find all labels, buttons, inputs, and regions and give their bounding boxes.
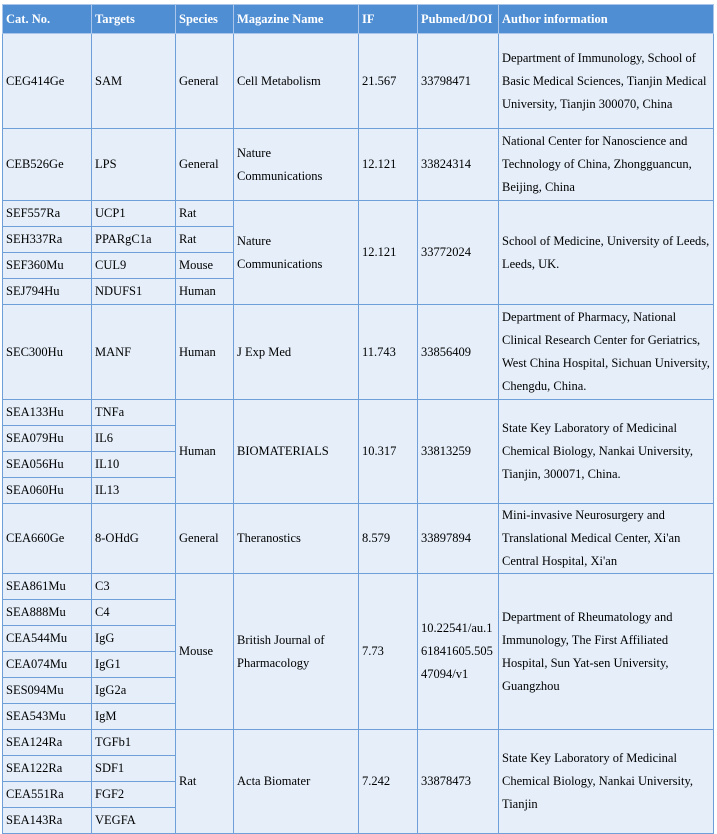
target-cell: NDUFS1 bbox=[92, 279, 176, 305]
species-cell: Human bbox=[176, 400, 234, 504]
publications-table bbox=[2, 4, 714, 834]
author-cell: National Center for Nanoscience and Technology of China, Zhongguancun, Beijing, China bbox=[499, 129, 714, 201]
cat-no-cell: CEA551Ra bbox=[3, 782, 92, 808]
target-cell: UCP1 bbox=[92, 201, 176, 227]
species-cell: Rat bbox=[176, 227, 234, 253]
cat-no-cell: SES094Mu bbox=[3, 678, 92, 704]
author-cell: Department of Pharmacy, National Clinical Research Center for Geriatrics, West China Hospital, Sichuan University, Chengdu, China. bbox=[499, 305, 714, 400]
pubmed-cell: 33878473 bbox=[418, 730, 499, 834]
target-cell: LPS bbox=[92, 129, 176, 201]
species-cell: Mouse bbox=[176, 574, 234, 730]
species-cell: General bbox=[176, 504, 234, 574]
cat-no-cell: SEF360Mu bbox=[3, 253, 92, 279]
target-cell: IgG1 bbox=[92, 652, 176, 678]
target-cell: C4 bbox=[92, 600, 176, 626]
species-cell: Mouse bbox=[176, 253, 234, 279]
target-cell: IL13 bbox=[92, 478, 176, 504]
table-row bbox=[3, 34, 714, 129]
cat-no-cell: CEA544Mu bbox=[3, 626, 92, 652]
author-cell: Department of Rheumatology and Immunology, The First Affiliated Hospital, Sun Yat-sen University, Guangzhou bbox=[499, 574, 714, 730]
cat-no-cell: SEJ794Hu bbox=[3, 279, 92, 305]
cat-no-cell: CEG414Ge bbox=[3, 34, 92, 129]
if-cell: 12.121 bbox=[359, 129, 418, 201]
target-cell: IL10 bbox=[92, 452, 176, 478]
magazine-cell: British Journal of Pharmacology bbox=[234, 574, 359, 730]
table-row bbox=[3, 574, 714, 600]
table-row bbox=[3, 129, 714, 201]
pubmed-cell: 33897894 bbox=[418, 504, 499, 574]
target-cell: FGF2 bbox=[92, 782, 176, 808]
target-cell: SDF1 bbox=[92, 756, 176, 782]
col-header-pubmed: Pubmed/DOI bbox=[418, 5, 499, 34]
col-header-cat-no: Cat. No. bbox=[3, 5, 92, 34]
author-cell: Mini-invasive Neurosurgery and Translational Medical Center, Xi'an Central Hospital, Xi'an bbox=[499, 504, 714, 574]
pubmed-cell: 33856409 bbox=[418, 305, 499, 400]
pubmed-cell: 10.22541/au.161841605.50547094/v1 bbox=[418, 574, 499, 730]
target-cell: IgG2a bbox=[92, 678, 176, 704]
target-cell: SAM bbox=[92, 34, 176, 129]
cat-no-cell: SEH337Ra bbox=[3, 227, 92, 253]
target-cell: C3 bbox=[92, 574, 176, 600]
magazine-cell: Theranostics bbox=[234, 504, 359, 574]
table-row bbox=[3, 305, 714, 400]
author-cell: School of Medicine, University of Leeds, Leeds, UK. bbox=[499, 201, 714, 305]
cat-no-cell: SEA056Hu bbox=[3, 452, 92, 478]
author-cell: State Key Laboratory of Medicinal Chemical Biology, Nankai University, Tianjin, 300071, China. bbox=[499, 400, 714, 504]
author-cell: State Key Laboratory of Medicinal Chemical Biology, Nankai University, Tianjin bbox=[499, 730, 714, 834]
pubmed-cell: 33772024 bbox=[418, 201, 499, 305]
author-cell: Department of Immunology, School of Basic Medical Sciences, Tianjin Medical University, Tianjin 300070, China bbox=[499, 34, 714, 129]
target-cell: 8-OHdG bbox=[92, 504, 176, 574]
if-cell: 8.579 bbox=[359, 504, 418, 574]
species-cell: Rat bbox=[176, 730, 234, 834]
target-cell: IL6 bbox=[92, 426, 176, 452]
target-cell: MANF bbox=[92, 305, 176, 400]
header-row bbox=[3, 5, 714, 34]
species-cell: General bbox=[176, 129, 234, 201]
magazine-cell: Cell Metabolism bbox=[234, 34, 359, 129]
species-cell: Rat bbox=[176, 201, 234, 227]
cat-no-cell: SEA888Mu bbox=[3, 600, 92, 626]
col-header-author: Author information bbox=[499, 5, 714, 34]
target-cell: TGFb1 bbox=[92, 730, 176, 756]
col-header-targets: Targets bbox=[92, 5, 176, 34]
pubmed-cell: 33824314 bbox=[418, 129, 499, 201]
cat-no-cell: CEB526Ge bbox=[3, 129, 92, 201]
target-cell: IgG bbox=[92, 626, 176, 652]
cat-no-cell: SEC300Hu bbox=[3, 305, 92, 400]
table-row bbox=[3, 504, 714, 574]
table-row bbox=[3, 201, 714, 227]
if-cell: 7.73 bbox=[359, 574, 418, 730]
pubmed-cell: 33813259 bbox=[418, 400, 499, 504]
cat-no-cell: CEA074Mu bbox=[3, 652, 92, 678]
if-cell: 7.242 bbox=[359, 730, 418, 834]
target-cell: PPARgC1a bbox=[92, 227, 176, 253]
cat-no-cell: CEA660Ge bbox=[3, 504, 92, 574]
col-header-if: IF bbox=[359, 5, 418, 34]
cat-no-cell: SEA143Ra bbox=[3, 808, 92, 834]
species-cell: Human bbox=[176, 305, 234, 400]
target-cell: TNFa bbox=[92, 400, 176, 426]
cat-no-cell: SEA060Hu bbox=[3, 478, 92, 504]
cat-no-cell: SEA079Hu bbox=[3, 426, 92, 452]
cat-no-cell: SEA124Ra bbox=[3, 730, 92, 756]
cat-no-cell: SEF557Ra bbox=[3, 201, 92, 227]
if-cell: 21.567 bbox=[359, 34, 418, 129]
col-header-species: Species bbox=[176, 5, 234, 34]
if-cell: 10.317 bbox=[359, 400, 418, 504]
magazine-cell: Acta Biomater bbox=[234, 730, 359, 834]
if-cell: 11.743 bbox=[359, 305, 418, 400]
pubmed-cell: 33798471 bbox=[418, 34, 499, 129]
table-row bbox=[3, 730, 714, 756]
magazine-cell: Nature Communications bbox=[234, 129, 359, 201]
species-cell: General bbox=[176, 34, 234, 129]
target-cell: CUL9 bbox=[92, 253, 176, 279]
target-cell: VEGFA bbox=[92, 808, 176, 834]
if-cell: 12.121 bbox=[359, 201, 418, 305]
target-cell: IgM bbox=[92, 704, 176, 730]
magazine-cell: Nature Communications bbox=[234, 201, 359, 305]
cat-no-cell: SEA543Mu bbox=[3, 704, 92, 730]
col-header-magazine: Magazine Name bbox=[234, 5, 359, 34]
magazine-cell: J Exp Med bbox=[234, 305, 359, 400]
table-row bbox=[3, 400, 714, 426]
magazine-cell: BIOMATERIALS bbox=[234, 400, 359, 504]
cat-no-cell: SEA133Hu bbox=[3, 400, 92, 426]
cat-no-cell: SEA861Mu bbox=[3, 574, 92, 600]
cat-no-cell: SEA122Ra bbox=[3, 756, 92, 782]
species-cell: Human bbox=[176, 279, 234, 305]
